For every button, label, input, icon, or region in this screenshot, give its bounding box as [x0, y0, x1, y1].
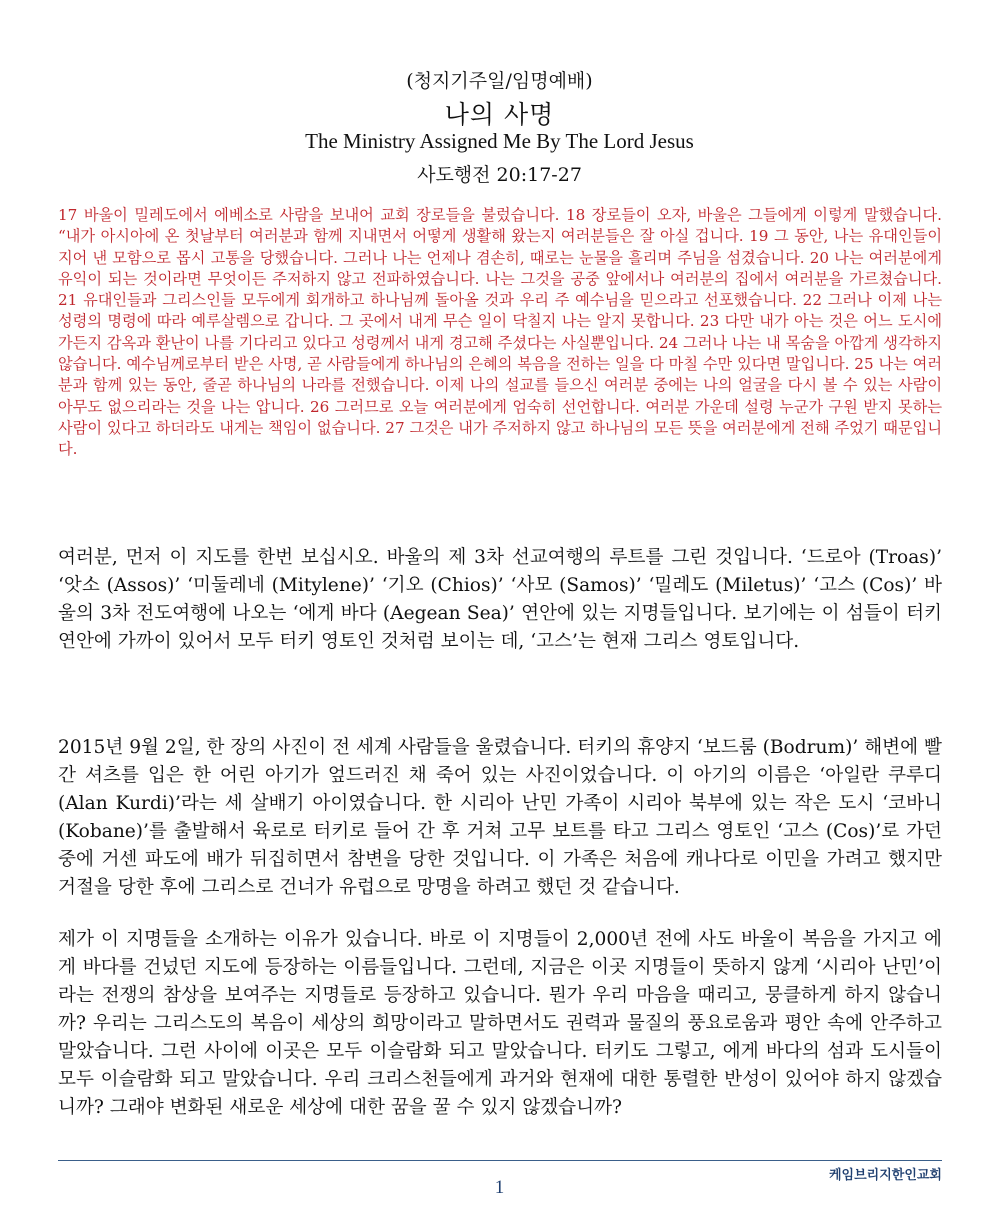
footer-divider	[58, 1160, 942, 1161]
church-name: 케임브리지한인교회	[828, 1168, 942, 1183]
sermon-english-title: The Ministry Assigned Me By The Lord Jesus	[305, 129, 694, 153]
body-paragraph: 여러분, 먼저 이 지도를 한번 보십시오. 바울의 제 3차 선교여행의 루트를 그린 것입니다. ‘드로아 (Troas)’ ‘앗소 (Assos)’ ‘미둘레네 (Mitylene)’ ‘기오 (Chios)’ ‘사모 (Samos)’ ‘밀레도 (Miletus)’ ‘고스 (Cos)’ 바울의 3차 전도여행에 나오는 ‘에게 바다 (Aegean Sea)’ 연안에 있는 지명들입니다. 보기에는 이 섬들이 터키 연안에 가까이 있어서 모두 터키 영토인 것처럼 보이는 데, ‘고스’는 현재 그리스 영토입니다.	[58, 547, 942, 652]
page-number: 1	[494, 1177, 505, 1198]
sermon-title: 나의 사명	[444, 100, 555, 129]
body-paragraph: 2015년 9월 2일, 한 장의 사진이 전 세계 사람들을 울렸습니다. 터키의 휴양지 ‘보드룸 (Bodrum)’ 해변에 빨간 셔츠를 입은 한 어린 아기가 엎드러진 채 죽어 있는 사진이었습니다. 이 아기의 이름은 ‘아일란 쿠루디 (Alan Kurdi)’라는 세 살배기 아이였습니다. 한 시리아 난민 가족이 시리아 북부에 있는 작은 도시 ‘코바니 (Kobane)’를 출발해서 육로로 터키로 들어 간 후 거쳐 고무 보트를 타고 그리스 영토인 ‘고스 (Cos)’로 가던 중에 거센 파도에 배가 뒤집히면서 참변을 당한 것입니다. 이 가족은 처음에 캐나다로 이민을 가려고 했지만 거절을 당한 후에 그리스로 건너가 유럽으로 망명을 하려고 했던 것 같습니다.	[58, 737, 942, 898]
service-occasion: (청지기주일/임명예배)	[406, 70, 593, 92]
scripture-reference: 사도행전 20:17-27	[417, 164, 582, 186]
scripture-passage: 17 바울이 밀레도에서 에베소로 사람을 보내어 교회 장로들을 불렀습니다. 18 장로들이 오자, 바울은 그들에게 이렇게 말했습니다. “내가 아시아에 온 첫날부터 여러분과 함께 지내면서 어떻게 생활해 왔는지 여러분들은 잘 아실 겁니다. 19 그 동안, 나는 유대인들이 지어 낸 모함으로 몹시 고통을 당했습니다. 그러나 나는 언제나 겸손히, 때로는 눈물을 흘리며 주님을 섬겼습니다. 20 나는 여러분에게 유익이 되는 것이라면 무엇이든 주저하지 않고 전파하였습니다. 나는 그것을 공중 앞에서나 여러분의 집에서 여러분을 가르쳤습니다. 21 유대인들과 그리스인들 모두에게 회개하고 하나님께 돌아올 것과 우리 주 예수님을 믿으라고 선포했습니다. 22 그러나 이제 나는 성령의 명령에 따라 예루살렘으로 갑니다. 그 곳에서 내게 무슨 일이 닥칠지 나는 알지 못합니다. 23 다만 내가 아는 것은 어느 도시에 가든지 감옥과 환난이 나를 기다리고 있다고 성령께서 내게 경고해 주셨다는 사실뿐입니다. 24 그러나 나는 내 목숨을 아깝게 생각하지 않습니다. 예수님께로부터 받은 사명, 곧 사람들에게 하나님의 은혜의 복음을 전하는 일을 다 마칠 수만 있다면 말입니다. 25 나는 여러분과 함께 있는 동안, 줄곧 하나님의 나라를 전했습니다. 이제 나의 설교를 들으신 여러분 중에는 나의 얼굴을 다시 볼 수 있는 사람이 아무도 없으리라는 것을 나는 압니다. 26 그러므로 오늘 여러분에게 엄숙히 선언합니다. 여러분 가운데 설령 누군가 구원 받지 못하는 사람이 있다고 하더라도 내게는 책임이 없습니다. 27 그것은 내가 주저하지 않고 하나님의 모든 뜻을 여러분에게 전해 주었기 때문입니다.	[58, 206, 942, 459]
body-paragraph: 제가 이 지명들을 소개하는 이유가 있습니다. 바로 이 지명들이 2,000년 전에 사도 바울이 복음을 가지고 에게 바다를 건넜던 지도에 등장하는 이름들입니다. 그런데, 지금은 이곳 지명들이 뜻하지 않게 ‘시리아 난민’이라는 전쟁의 참상을 보여주는 지명들로 등장하고 있습니다. 뭔가 우리 마음을 때리고, 뭉클하게 하지 않습니까? 우리는 그리스도의 복음이 세상의 희망이라고 말하면서도 권력과 물질의 풍요로움과 평안 속에 안주하고 말았습니다. 그런 사이에 이곳은 모두 이슬람화 되고 말았습니다. 터키도 그렇고, 에게 바다의 섬과 도시들이 모두 이슬람화 되고 말았습니다. 우리 크리스천들에게 과거와 현재에 대한 통렬한 반성이 있어야 하지 않겠습니까? 그래야 변화된 새로운 세상에 대한 꿈을 꿀 수 있지 않겠습니까?	[58, 929, 942, 1118]
